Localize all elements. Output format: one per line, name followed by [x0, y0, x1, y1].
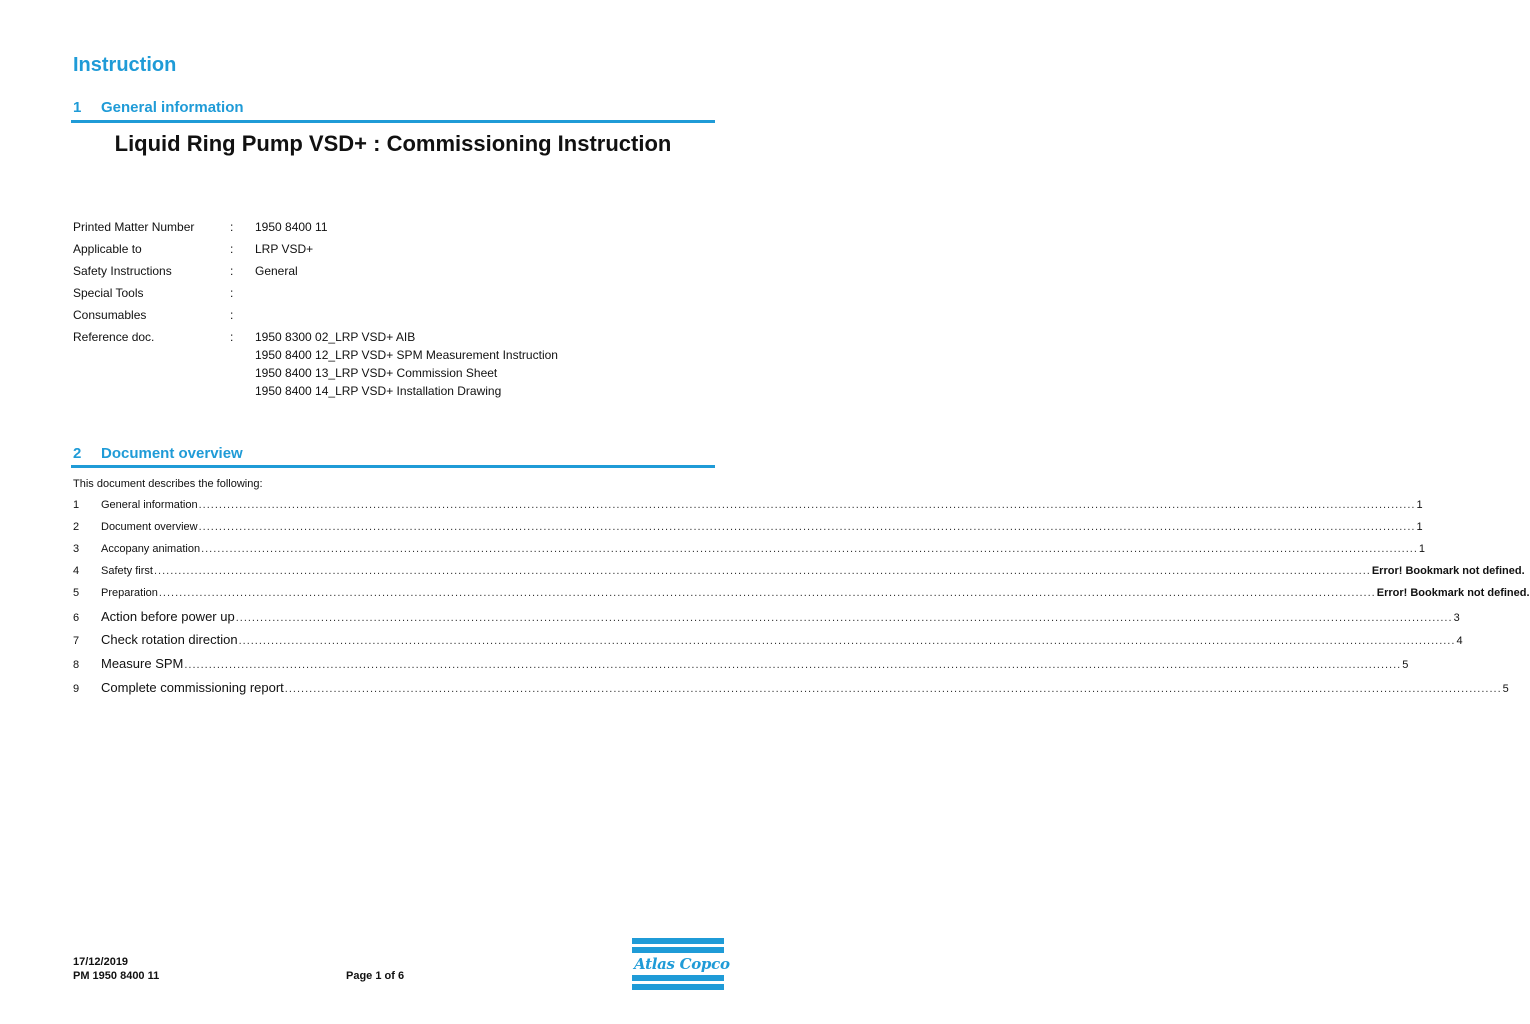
atlas-copco-logo [632, 938, 730, 993]
info-label: Safety Instructions [73, 264, 172, 278]
toc-leader: ............................................................................................................................................................................................................................................................................................................ [201, 543, 1418, 555]
toc-entry[interactable] [73, 521, 1423, 539]
toc-entry[interactable] [73, 543, 1426, 561]
reference-doc: 1950 8400 12_LRP VSD+ SPM Measurement Instruction [255, 348, 558, 362]
toc-leader: ............................................................................................................................................................................................................................................................................................................ [158, 587, 1376, 599]
toc-intro: This document describes the following: [73, 478, 263, 490]
toc-leader: ............................................................................................................................................................................................................................................................................................................ [284, 683, 1502, 695]
info-value: 1950 8400 11 [255, 220, 328, 234]
toc-number: 4 [73, 565, 80, 577]
toc-title: Preparation [101, 587, 158, 599]
footer-page-number: Page 1 of 6 [346, 970, 405, 982]
info-colon: : [230, 264, 234, 278]
toc-number: 8 [73, 659, 80, 671]
logo-wordmark: Atlas Copco [634, 955, 730, 973]
toc-title: Safety first [101, 565, 153, 577]
toc-number: 3 [73, 543, 80, 555]
info-value: General [255, 264, 298, 278]
toc-leader: ............................................................................................................................................................................................................................................................................................................ [235, 612, 1453, 624]
info-label: Printed Matter Number [73, 220, 195, 234]
info-row [0, 330, 768, 346]
toc-page: 1 [1416, 521, 1423, 533]
toc-entry[interactable] [73, 499, 1423, 517]
section-number: 2 [73, 445, 82, 462]
toc-number: 2 [73, 521, 80, 533]
toc-entry[interactable] [73, 587, 1530, 605]
toc-leader: ............................................................................................................................................................................................................................................................................................................ [153, 565, 1371, 577]
section-title: Document overview [101, 445, 243, 462]
toc-number: 5 [73, 587, 80, 599]
toc-page: 3 [1453, 612, 1460, 624]
logo-bar [632, 947, 724, 953]
reference-doc: 1950 8400 13_LRP VSD+ Commission Sheet [255, 366, 498, 380]
info-label: Reference doc. [73, 330, 155, 344]
section-heading-general-information [73, 99, 244, 116]
toc-page: 1 [1416, 499, 1423, 511]
info-label: Special Tools [73, 286, 144, 300]
info-colon: : [230, 242, 234, 256]
toc-entry[interactable] [73, 680, 1509, 698]
info-label: Consumables [73, 308, 147, 322]
reference-row [0, 348, 768, 364]
footer-pm-number: PM 1950 8400 11 [73, 970, 160, 982]
info-colon: : [230, 220, 234, 234]
toc-page-error: Error! Bookmark not defined. [1371, 565, 1525, 577]
info-label: Applicable to [73, 242, 142, 256]
toc-page: 5 [1502, 683, 1509, 695]
toc-number: 6 [73, 612, 80, 624]
info-row [0, 242, 768, 258]
reference-row [0, 366, 768, 382]
toc-title: Check rotation direction [101, 632, 238, 647]
footer-date: 17/12/2019 [73, 956, 129, 968]
toc-number: 9 [73, 683, 80, 695]
toc-title: General information [101, 499, 198, 511]
toc-title: Measure SPM [101, 656, 184, 671]
section-title: General information [101, 99, 244, 116]
document-title: Liquid Ring Pump VSD+ : Commissioning Instruction [114, 131, 672, 156]
toc-entry[interactable] [73, 656, 1409, 674]
toc-number: 1 [73, 499, 80, 511]
toc-leader: ............................................................................................................................................................................................................................................................................................................ [198, 521, 1416, 533]
toc-page: 4 [1456, 635, 1463, 647]
reference-row [0, 384, 768, 400]
toc-page-error: Error! Bookmark not defined. [1376, 587, 1530, 599]
reference-doc: 1950 8400 14_LRP VSD+ Installation Drawing [255, 384, 502, 398]
info-colon: : [230, 286, 234, 300]
logo-bar [632, 984, 724, 990]
info-row [0, 220, 768, 236]
toc-title: Complete commissioning report [101, 680, 284, 695]
toc-leader: ............................................................................................................................................................................................................................................................................................................ [184, 659, 1402, 671]
toc-entry[interactable] [73, 632, 1463, 650]
toc-leader: ............................................................................................................................................................................................................................................................................................................ [198, 499, 1416, 511]
logo-bar [632, 938, 724, 944]
section-rule [71, 465, 715, 468]
info-row [0, 308, 768, 324]
toc-title: Accopany animation [101, 543, 201, 555]
document-type-heading: Instruction [73, 54, 177, 76]
toc-entry[interactable] [73, 565, 1525, 583]
toc-title: Action before power up [101, 609, 235, 624]
logo-bar [632, 975, 724, 981]
toc-number: 7 [73, 635, 80, 647]
toc-page: 1 [1418, 543, 1426, 555]
section-rule [71, 120, 715, 123]
toc-entry[interactable] [73, 609, 1460, 627]
section-number: 1 [73, 99, 82, 116]
info-row [0, 286, 768, 302]
info-colon: : [230, 308, 234, 322]
toc-title: Document overview [101, 521, 198, 533]
info-colon: : [230, 330, 234, 344]
info-value: LRP VSD+ [255, 242, 314, 256]
info-row [0, 264, 768, 280]
info-value: 1950 8300 02_LRP VSD+ AIB [255, 330, 416, 344]
section-heading-document-overview [73, 445, 243, 462]
toc-leader: ............................................................................................................................................................................................................................................................................................................ [238, 635, 1456, 647]
toc-page: 5 [1402, 659, 1409, 671]
